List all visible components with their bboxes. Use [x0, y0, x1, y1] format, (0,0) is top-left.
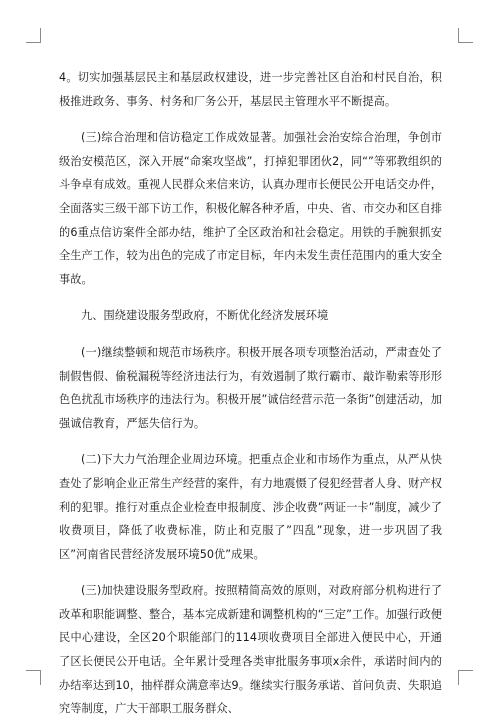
crop-mark-top-right: [458, 28, 473, 43]
document-body: [59, 66, 442, 721]
section-heading-service-government: 九、围绕建设服务型政府，不断优化经济发展环境: [81, 309, 329, 323]
crop-mark-bottom-right: [458, 670, 473, 685]
paragraph-comprehensive-governance: (三)综合治理和信访稳定工作成效显著。加强社会治安综合治理，争创市级治安模范区，深入开展“命案攻坚战”，打掉犯罪团伙2，同“”等邪教组织的斗争卓有成效。重视人民群众来信来访，认真办理市长便民公开电话交办件，全面落实三级干部下访工作，积极化解各种矛盾，中央、省、市交办和区自排的6重点信访案件全部办结，维护了全区政治和社会稳定。用铁的手腕狠抓安全生产工作，较为出色的完成了市定目标，年内未发生责任范围内的重大安全事故。: [59, 131, 442, 286]
paragraph-service-oriented-government: (三)加快建设服务型政府。按照精简高效的原则，对政府部分机构进行了改革和职能调整、整合，基本完成新建和调整机构的“三定”工作。加强行政便民中心建设，全区20个职能部门的114项收费项目全部进入便民中心，开通了区长便民公开电话。全年累计受理各类审批服务事项x余件，承诺时间内的办结率达到10，抽样群众满意率达9。继续实行服务承诺、首问负责、失职追究等制度，广大干部职工服务群众、: [59, 584, 442, 716]
paragraph-market-order: (一)继续整顿和规范市场秩序。积极开展各项专项整治活动，严肃查处了制假售假、偷税漏税等经济违法行为，有效遏制了欺行霸市、敲诈勒索等形形色色扰乱市场秩序的违法行为。积极开展”诚信经营示范一条街”创建活动，加强诚信教育，严惩失信行为。: [59, 345, 442, 430]
crop-mark-bottom-left: [26, 670, 41, 685]
paragraph-enterprise-environment: (二)下大力气治理企业周边环境。把重点企业和市场作为重点，从严从快查处了影响企业正常生产经营的案件，有力地震慑了侵犯经营者人身、财产权利的犯罪。推行对重点企业检查申报制度、涉企收费”两证一卡”制度，减少了收费项目，降低了收费标准，防止和克服了”四乱”现象，进一步巩固了我区”河南省民营经济发展环境50优”成果。: [59, 453, 442, 561]
paragraph-grassroots-democracy: 4。切实加强基层民主和基层政权建设，进一步完善社区自治和村民自治，积极推进政务、事务、村务和厂务公开，基层民主管理水平不断提高。: [59, 71, 442, 108]
crop-mark-top-left: [26, 28, 41, 43]
